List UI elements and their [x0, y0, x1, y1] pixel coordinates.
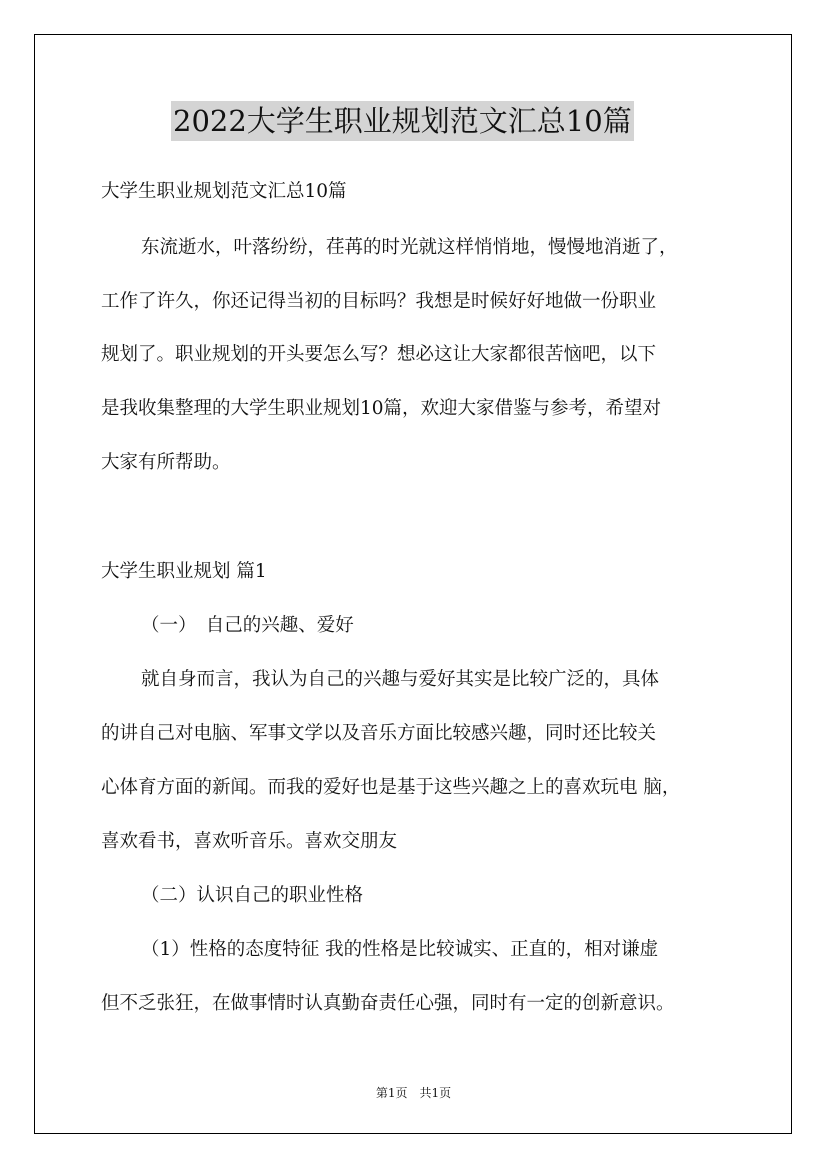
intro-line-3: 规划了。职业规划的开头要怎么写？想必这让大家都很苦恼吧，以下: [101, 344, 657, 365]
paragraph-2-line-1: （1）性格的态度特征 我的性格是比较诚实、正直的，相对谦虚: [141, 939, 659, 960]
page-footer: 第1页 共1页: [375, 1086, 452, 1100]
intro-line-2: 工作了许久，你还记得当初的目标吗？我想是时候好好地做一份职业: [101, 291, 657, 312]
intro-line-5: 大家有所帮助。: [101, 452, 231, 473]
paragraph-1-line-4: 喜欢看书，喜欢听音乐。喜欢交朋友: [101, 831, 398, 852]
subsection-2-heading: （二）认识自己的职业性格: [141, 885, 364, 906]
document-subtitle: 大学生职业规划范文汇总10篇: [101, 181, 347, 202]
document-title: 2022大学生职业规划范文汇总10篇: [171, 101, 634, 141]
paragraph-1-line-2: 的讲自己对电脑、军事文学以及音乐方面比较感兴趣，同时还比较关: [101, 723, 657, 744]
paragraph-2-line-2: 但不乏张狂，在做事情时认真勤奋责任心强，同时有一定的创新意识。: [101, 993, 675, 1014]
paragraph-1-line-3: 心体育方面的新闻。而我的爱好也是基于这些兴趣之上的喜欢玩电 脑，: [101, 777, 681, 798]
paragraph-1-line-1: 就自身而言，我认为自己的兴趣与爱好其实是比较广泛的，具体: [141, 669, 660, 690]
intro-line-4: 是我收集整理的大学生职业规划10篇，欢迎大家借鉴与参考，希望对: [101, 398, 662, 419]
section-heading: 大学生职业规划 篇1: [101, 561, 267, 582]
intro-line-1: 东流逝水，叶落纷纷，荏苒的时光就这样悄悄地，慢慢地消逝了，: [141, 237, 678, 258]
subsection-1-heading: （一） 自己的兴趣、爱好: [141, 615, 354, 636]
